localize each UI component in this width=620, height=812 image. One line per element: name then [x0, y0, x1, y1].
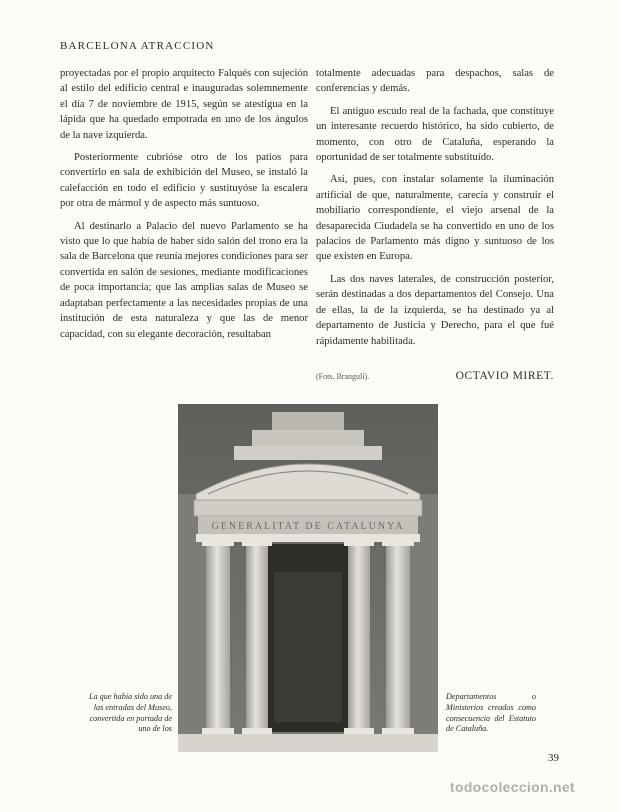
paragraph: Las dos naves laterales, de construcción posterior, serán destinadas a dos departamentos del Consejo. Una de ellas, la de la izquierda, se ha destinado ya al departamento de Justicia y Derecho, para el que fué rápidamente habilitada.	[316, 273, 554, 347]
paragraph: proyectadas por el propio arquitecto Falqués con sujeción al estilo del edificio central e inauguradas solemnemente el día 7 de noviembre de 1915, según se atestigua en la lápida que ha quedado empotrada en uno de los ángulos de la nave izquierda.	[60, 68, 308, 141]
paragraph: Posteriormente cubrióse otro de los patios para convertirlo en sala de exhibición del Museo, se instaló la calefacción en todo el edificio y sustituyóse la escalera por otra de mármol y de aspecto más suntuoso.	[60, 152, 308, 210]
caption-left: La que había sido una de las entradas del Museo, convertida en portada de uno de los	[88, 692, 172, 734]
photo-inscription: GENERALITAT DE CATALUNYA	[211, 521, 405, 532]
paragraph: totalmente adecuadas para despachos, salas de conferencias y demás.	[316, 68, 554, 95]
watermark-suffix: .net	[548, 779, 575, 795]
page-number: 39	[548, 752, 559, 764]
author-name: OCTAVIO MIRET.	[455, 370, 554, 382]
paragraph: Así, pues, con instalar solamente la iluminación artificial de que, naturalmente, carecía y construir el mobiliario correspondiente, el viejo arsenal de la desaparecida Ciudadela se ha convertido en uno de los palacios de Parlamento más digno y suntuoso de los que existen en Europa.	[316, 174, 554, 263]
paragraph: El antiguo escudo real de la fachada, que constituye un interesante recuerdo histórico, ha sido cubierto, de momento, con otro de Cataluña, esperando la oportunidad de ser totalmente substituído.	[316, 105, 554, 164]
right-column	[316, 66, 554, 349]
left-column	[60, 66, 308, 342]
photo-credit: (Fots. Brangulí).	[316, 372, 370, 381]
paragraph: Al destinarlo a Palacio del nuevo Parlamento se ha visto que lo que había de haber sido salón del trono era la sala de Barcelona que reunía mejores condiciones para ser convertida en salón de sesiones, mediante modificaciones de poca importancia; que las amplias salas de Museo se adaptaban perfectamente a las necesidades propias de una institución de esta naturaleza y que las de menor capacidad, con su elegante decoración, resultaban	[60, 220, 308, 340]
caption-right: Departamentos o Ministerios creados como consecuencia del Estatuto de Cataluña.	[446, 692, 536, 734]
watermark-brand: todocoleccion	[450, 779, 549, 795]
watermark	[450, 779, 575, 795]
signature-row	[316, 370, 554, 382]
running-head: BARCELONA ATRACCION	[60, 40, 215, 52]
portal-photo	[178, 404, 438, 752]
